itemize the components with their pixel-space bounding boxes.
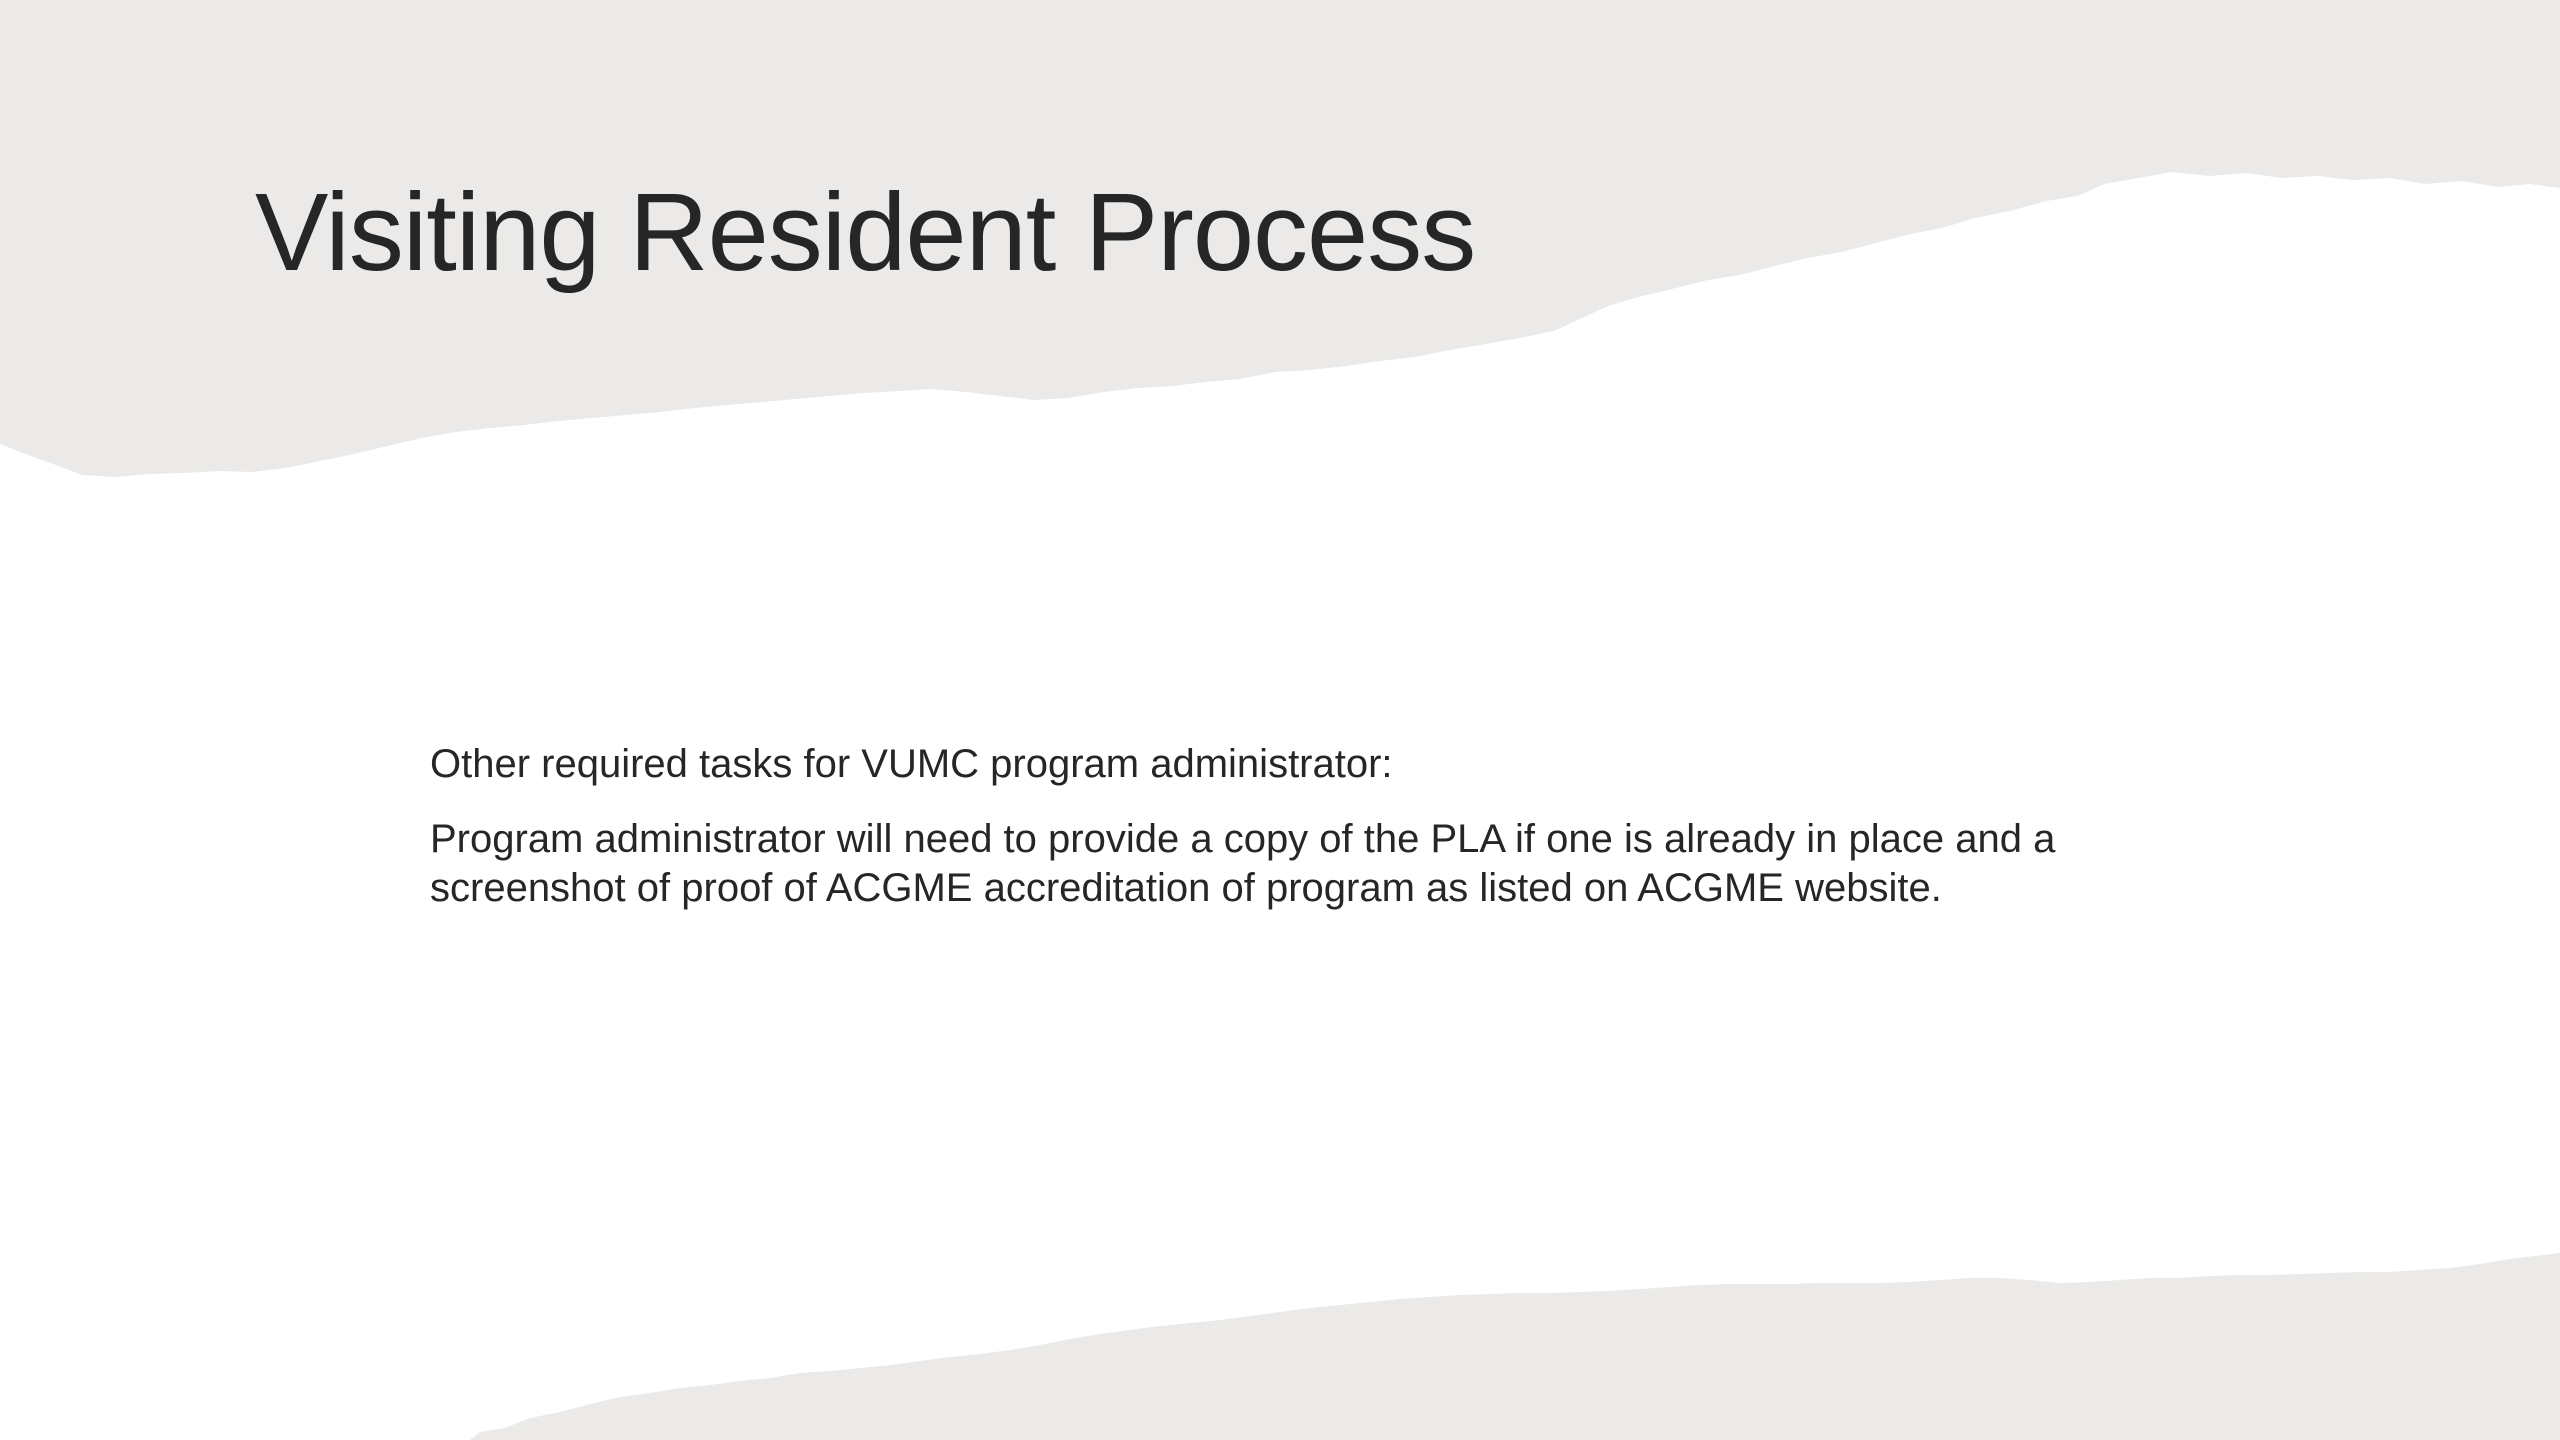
slide-body <box>430 740 2150 939</box>
body-paragraph: Program administrator will need to provide a copy of the PLA if one is already in place and a screenshot of proof of ACGME accreditation of program as listed on ACGME website. <box>430 817 2056 910</box>
body-paragraph: Other required tasks for VUMC program administrator: <box>430 742 1393 786</box>
torn-paper-bottom <box>470 1253 2560 1440</box>
slide-title: Visiting Resident Process <box>255 171 1476 294</box>
